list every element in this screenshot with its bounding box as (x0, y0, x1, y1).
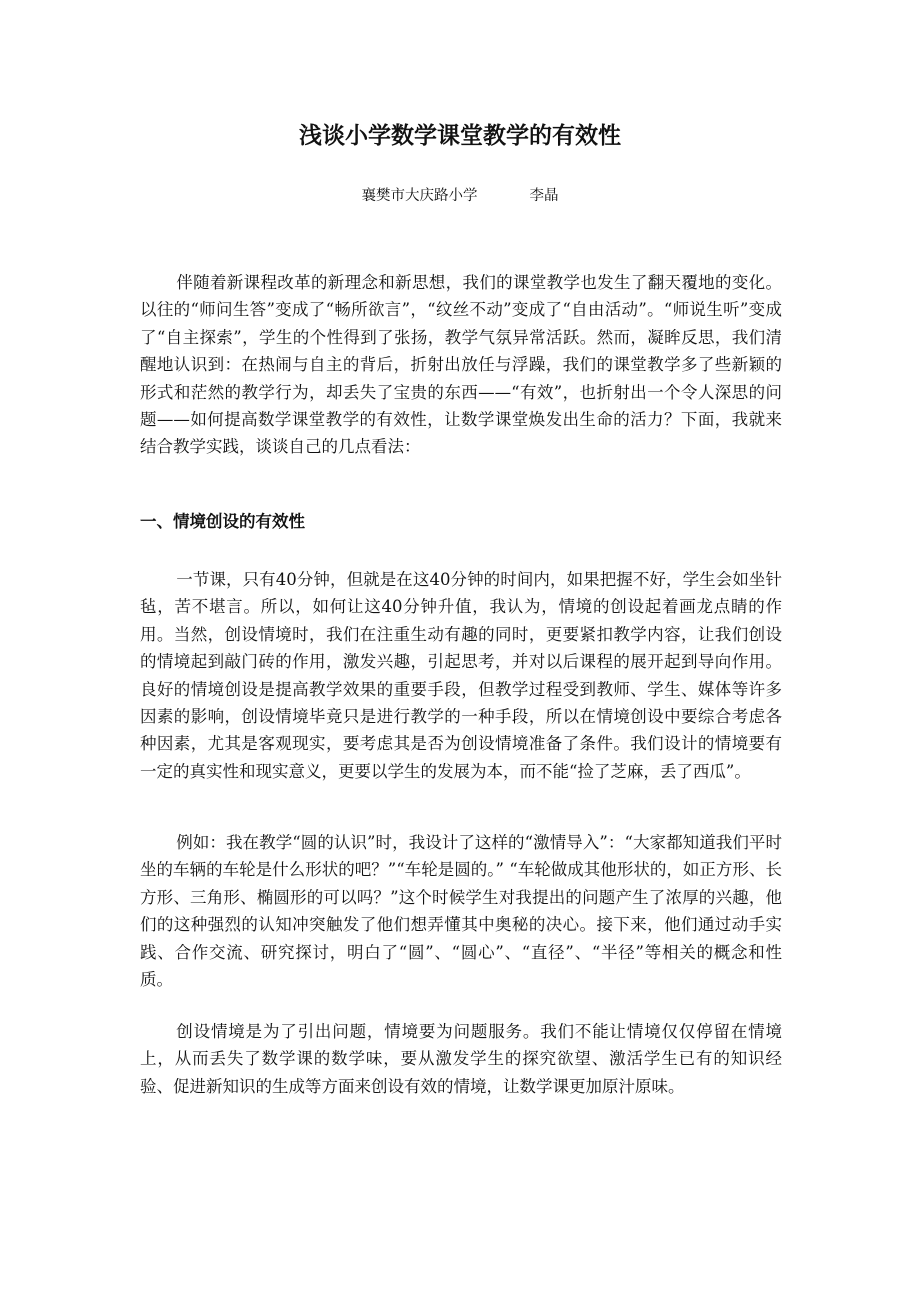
section-paragraph: 一节课，只有40分钟，但就是在这40分钟的时间内，如果把握不好，学生会如坐针毡，苦不堪言。所以，如何让这40分钟升值，我认为，情境的创设起着画龙点睛的作用。当然，创设情境时，我们在注重生动有趣的同时，更要紧扣教学内容，让我们创设的情境起到敲门砖的作用，激发兴趣，引起思考，并对以后课程的展开起到导向作用。良好的情境创设是提高教学效果的重要手段，但教学过程受到教师、学生、媒体等许多因素的影响，创设情境毕竟只是进行教学的一种手段，所以在情境创设中要综合考虑各种因素，尤其是客观现实，要考虑其是否为创设情境准备了条件。我们设计的情境要有一定的真实性和现实意义，更要以学生的发展为本，而不能“捡了芝麻，丢了西瓜”。 (140, 570, 782, 781)
example-paragraph: 例如：我在教学“圆的认识”时，我设计了这样的“激情导入”：“大家都知道我们平时坐的车辆的车轮是什么形状的吧？”“车轮是圆的。” “车轮做成其他形状的，如正方形、长方形、三角形、椭圆形的可以吗？”这个时候学生对我提出的问题产生了浓厚的兴趣，他们的这种强烈的认知冲突触发了他们想弄懂其中奥秘的决心。接下来，他们通过动手实践、合作交流、研究探讨，明白了“圆”、“圆心”、“直径”、“半径”等相关的概念和性质。 (140, 833, 782, 990)
intro-paragraph: 伴随着新课程改革的新理念和新思想，我们的课堂教学也发生了翻天覆地的变化。以往的“师问生答”变成了“畅所欲言”，“纹丝不动”变成了“自由活动”。“师说生听”变成了“自主探索”，学生的个性得到了张扬，教学气氛异常活跃。然而，凝眸反思，我们清醒地认识到：在热闹与自主的背后，折射出放任与浮躁，我们的课堂教学多了些新颖的形式和茫然的教学行为，却丢失了宝贵的东西——“有效”，也折射出一个令人深思的问题——如何提高数学课堂教学的有效性，让数学课堂焕发出生命的活力？下面，我就来结合教学实践，谈谈自己的几点看法： (140, 273, 782, 457)
author-byline (0, 184, 920, 208)
author-name: 李晶 (529, 188, 559, 204)
section-paragraph-block-3 (140, 1018, 782, 1100)
section-heading: 一、情境创设的有效性 (140, 512, 305, 531)
intro-paragraph-block (140, 269, 782, 461)
school-name: 襄樊市大庆路小学 (361, 188, 478, 204)
document-title: 浅谈小学数学课堂教学的有效性 (299, 123, 621, 149)
section-paragraph-block-1 (140, 566, 782, 785)
section-paragraph-block-2 (140, 829, 782, 993)
conclusion-paragraph: 创设情境是为了引出问题，情境要为问题服务。我们不能让情境仅仅停留在情境上，从而丢失了数学课的数学味，要从激发学生的探究欲望、激活学生已有的知识经验、促进新知识的生成等方面来创设有效的情境，让数学课更加原汁原味。 (140, 1022, 782, 1096)
